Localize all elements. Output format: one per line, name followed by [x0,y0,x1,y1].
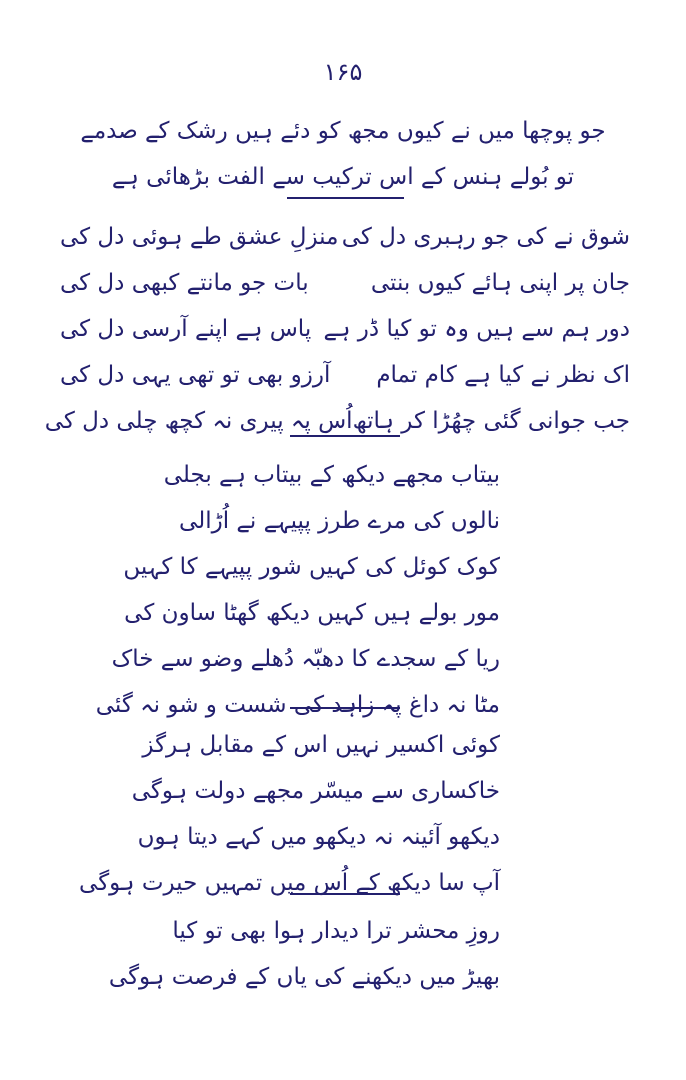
verse-line: خاکساری سے میسّر مجھے دولت ہوگی [131,778,500,804]
verse-line: روزِ محشر ترا دیدار ہوا بھی تو کیا [172,918,500,944]
verse-right: جان پر اپنی ہائے کیوں بنتی [370,270,630,296]
verse-right: دور ہم سے ہیں وہ تو کیا ڈر ہے [323,316,630,342]
couplet-row [60,260,630,306]
verse-line: مور بولے ہیں کہیں دیکھ گھٹا ساون کی [124,600,500,626]
couplet-row [60,214,630,260]
page-number: ۱۶۵ [323,58,363,86]
verse-block [0,722,686,906]
verse-line: ریا کے سجدے کا دھبّہ دُھلے وضو سے خاک [111,646,500,672]
divider [287,197,404,199]
verse-block [0,908,686,1000]
verse-line: آپ سا دیکھ کے اُس میں تمہیں حیرت ہوگی [79,870,500,896]
verse-block [0,452,686,728]
verse-line: مٹا نہ داغ پہ زاہد کی شست و شو نہ گئی [95,692,500,718]
verse-line: کوک کوئل کی کہیں شور پپیہے کا کہیں [123,554,500,580]
two-column-ghazal [44,214,630,444]
intro-couplet [0,108,686,200]
verse-right: اک نظر نے کیا ہے کام تمام [376,362,630,388]
verse-line: دیکھو آئینہ نہ دیکھو میں کہے دیتا ہوں [137,824,500,850]
verse-left: بات جو مانتے کبھی دل کی [60,270,309,296]
verse-left: منزلِ عشق طے ہوئی دل کی [60,224,339,250]
verse-line: نالوں کی مرے طرز پپیہے نے اُڑالی [179,508,500,534]
verse-line: کوئی اکسیر نہیں اس کے مقابل ہرگز [142,732,500,758]
couplet-row [60,306,630,352]
couplet-row [44,398,630,444]
divider [290,435,400,437]
verse-left: آرزو بھی تو تھی یہی دل کی [60,362,331,388]
verse-line: تو بُولے ہنس کے اس ترکیب سے الفت بڑھائی ہے [111,164,575,190]
divider [290,893,400,895]
verse-right: شوق نے کی جو رہبری دل کی [341,224,630,250]
verse-line: جو پوچھا میں نے کیوں مجھ کو دئے ہیں رشک کے صدمے [80,118,606,144]
verse-right: جب جوانی گئی چھُڑا کر ہاتھ [352,408,630,434]
verse-line: بیتاب مجھے دیکھ کے بیتاب ہے بجلی [163,462,500,488]
verse-line: بھیڑ میں دیکھنے کی یاں کے فرصت ہوگی [108,964,500,990]
verse-left: اُس پہ پیری نہ کچھ چلی دل کی [44,408,353,434]
verse-left: پاس ہے اپنے آرسی دل کی [60,316,312,342]
couplet-row [60,352,630,398]
divider [290,707,400,709]
